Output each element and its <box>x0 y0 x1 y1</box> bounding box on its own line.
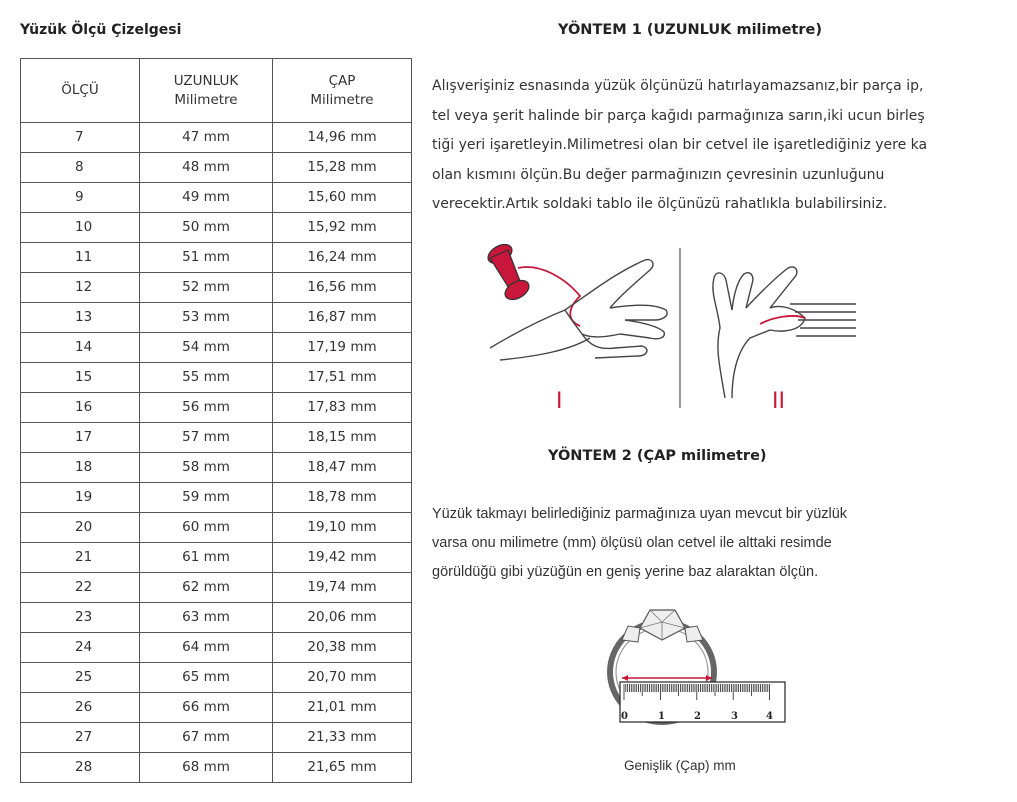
method2-illustration <box>600 600 790 730</box>
ruler-number: 0 <box>621 711 628 722</box>
table-row <box>21 663 412 693</box>
size-cell: 15 <box>21 363 140 393</box>
table-row <box>21 483 412 513</box>
ruler-number: 1 <box>658 711 665 722</box>
diameter-cell: 21,01 mm <box>273 693 412 723</box>
length-cell: 53 mm <box>140 303 273 333</box>
length-cell: 65 mm <box>140 663 273 693</box>
size-cell: 14 <box>21 333 140 363</box>
thread-spool-icon <box>485 241 533 304</box>
table-row <box>21 213 412 243</box>
method1-illustration <box>470 238 860 418</box>
method1-text-line: Alışverişiniz esnasında yüzük ölçünüzü hatırlayamazsanız,bir parça ip, <box>432 78 924 94</box>
length-cell: 68 mm <box>140 753 273 783</box>
size-cell: 7 <box>21 123 140 153</box>
diameter-cell: 18,47 mm <box>273 453 412 483</box>
length-cell: 52 mm <box>140 273 273 303</box>
size-cell: 23 <box>21 603 140 633</box>
size-cell: 16 <box>21 393 140 423</box>
method1-text-line: olan kısmını ölçün.Bu değer parmağınızın çevresinin uzunluğunu <box>432 166 885 183</box>
diameter-cell: 17,51 mm <box>273 363 412 393</box>
length-cell: 59 mm <box>140 483 273 513</box>
table-body <box>21 123 412 783</box>
table-row <box>21 723 412 753</box>
size-cell: 8 <box>21 153 140 183</box>
table-row <box>21 393 412 423</box>
method2-text-line: Yüzük takmayı belirlediğiniz parmağınıza uyan mevcut bir yüzlük <box>432 506 848 522</box>
ruler-lines <box>790 304 856 336</box>
diameter-cell: 19,10 mm <box>273 513 412 543</box>
ruler-number: 3 <box>731 711 738 722</box>
header-diameter-unit: Milimetre <box>310 91 374 108</box>
diameter-cell: 19,42 mm <box>273 543 412 573</box>
diameter-cell: 17,19 mm <box>273 333 412 363</box>
table-row <box>21 453 412 483</box>
size-cell: 28 <box>21 753 140 783</box>
length-cell: 54 mm <box>140 333 273 363</box>
header-diameter <box>273 59 412 123</box>
method2-text-line: varsa onu milimetre (mm) ölçüsü olan cetvel ile alttaki resimde <box>432 535 832 551</box>
method2-title: YÖNTEM 2 (ÇAP milimetre) <box>548 448 767 464</box>
header-length <box>140 59 273 123</box>
size-cell: 17 <box>21 423 140 453</box>
method1-text-line: tel veya şerit halinde bir parça kağıdı parmağınıza sarın,iki ucun birleş <box>432 107 925 124</box>
table-row <box>21 303 412 333</box>
table-row <box>21 153 412 183</box>
size-cell: 18 <box>21 453 140 483</box>
length-cell: 58 mm <box>140 453 273 483</box>
table-row <box>21 363 412 393</box>
ring-caption: Genişlik (Çap) mm <box>624 758 736 773</box>
diameter-cell: 21,33 mm <box>273 723 412 753</box>
table-row <box>21 183 412 213</box>
chart-title: Yüzük Ölçü Çizelgesi <box>20 22 182 38</box>
ruler-number: 2 <box>694 711 701 722</box>
size-cell: 21 <box>21 543 140 573</box>
length-cell: 64 mm <box>140 633 273 663</box>
length-cell: 62 mm <box>140 573 273 603</box>
diameter-cell: 15,92 mm <box>273 213 412 243</box>
header-diameter-title: ÇAP <box>328 72 356 89</box>
method1-text-line: tiği yeri işaretleyin.Milimetresi olan bir cetvel ile işaretlediğiniz yere ka <box>432 137 928 153</box>
ring-size-table <box>20 58 412 783</box>
hand-two-icon <box>713 267 805 398</box>
diameter-cell: 20,06 mm <box>273 603 412 633</box>
method2-text-line: görüldüğü gibi yüzüğün en geniş yerine baz alaraktan ölçün. <box>432 564 819 580</box>
diameter-cell: 15,28 mm <box>273 153 412 183</box>
table-row <box>21 603 412 633</box>
table-row <box>21 633 412 663</box>
table-row <box>21 543 412 573</box>
table-row <box>21 123 412 153</box>
length-cell: 48 mm <box>140 153 273 183</box>
length-cell: 61 mm <box>140 543 273 573</box>
size-cell: 10 <box>21 213 140 243</box>
header-size: ÖLÇÜ <box>21 59 140 123</box>
table-row <box>21 513 412 543</box>
length-cell: 63 mm <box>140 603 273 633</box>
length-cell: 49 mm <box>140 183 273 213</box>
size-cell: 26 <box>21 693 140 723</box>
length-cell: 66 mm <box>140 693 273 723</box>
table-row <box>21 573 412 603</box>
ruler-icon <box>620 675 785 722</box>
diameter-cell: 20,38 mm <box>273 633 412 663</box>
size-cell: 19 <box>21 483 140 513</box>
length-cell: 50 mm <box>140 213 273 243</box>
step-two-label: II <box>772 389 785 414</box>
table-row <box>21 423 412 453</box>
table-row <box>21 753 412 783</box>
diameter-cell: 15,60 mm <box>273 183 412 213</box>
size-cell: 9 <box>21 183 140 213</box>
length-cell: 60 mm <box>140 513 273 543</box>
size-cell: 11 <box>21 243 140 273</box>
length-cell: 57 mm <box>140 423 273 453</box>
diameter-cell: 17,83 mm <box>273 393 412 423</box>
diameter-cell: 19,74 mm <box>273 573 412 603</box>
method1-title: YÖNTEM 1 (UZUNLUK milimetre) <box>558 22 822 38</box>
step-one-label: I <box>556 389 563 414</box>
diameter-cell: 16,56 mm <box>273 273 412 303</box>
length-cell: 67 mm <box>140 723 273 753</box>
table-row <box>21 693 412 723</box>
diameter-cell: 18,78 mm <box>273 483 412 513</box>
size-cell: 22 <box>21 573 140 603</box>
diameter-cell: 16,24 mm <box>273 243 412 273</box>
table-row <box>21 273 412 303</box>
method2-text <box>432 500 992 587</box>
diameter-cell: 18,15 mm <box>273 423 412 453</box>
length-cell: 55 mm <box>140 363 273 393</box>
method1-text-line: verecektir.Artık soldaki tablo ile ölçünüzü rahatlıkla bulabilirsiniz. <box>432 196 888 212</box>
header-length-unit: Milimetre <box>174 91 238 108</box>
table-header-row <box>21 59 412 123</box>
length-cell: 47 mm <box>140 123 273 153</box>
size-cell: 13 <box>21 303 140 333</box>
diameter-cell: 21,65 mm <box>273 753 412 783</box>
length-cell: 56 mm <box>140 393 273 423</box>
table-row <box>21 333 412 363</box>
method1-text <box>432 72 1017 220</box>
size-cell: 20 <box>21 513 140 543</box>
size-cell: 12 <box>21 273 140 303</box>
ruler-number: 4 <box>766 711 773 722</box>
diameter-cell: 16,87 mm <box>273 303 412 333</box>
size-cell: 24 <box>21 633 140 663</box>
diameter-cell: 20,70 mm <box>273 663 412 693</box>
diameter-cell: 14,96 mm <box>273 123 412 153</box>
length-cell: 51 mm <box>140 243 273 273</box>
header-length-title: UZUNLUK <box>173 72 239 89</box>
size-cell: 25 <box>21 663 140 693</box>
size-cell: 27 <box>21 723 140 753</box>
table-row <box>21 243 412 273</box>
